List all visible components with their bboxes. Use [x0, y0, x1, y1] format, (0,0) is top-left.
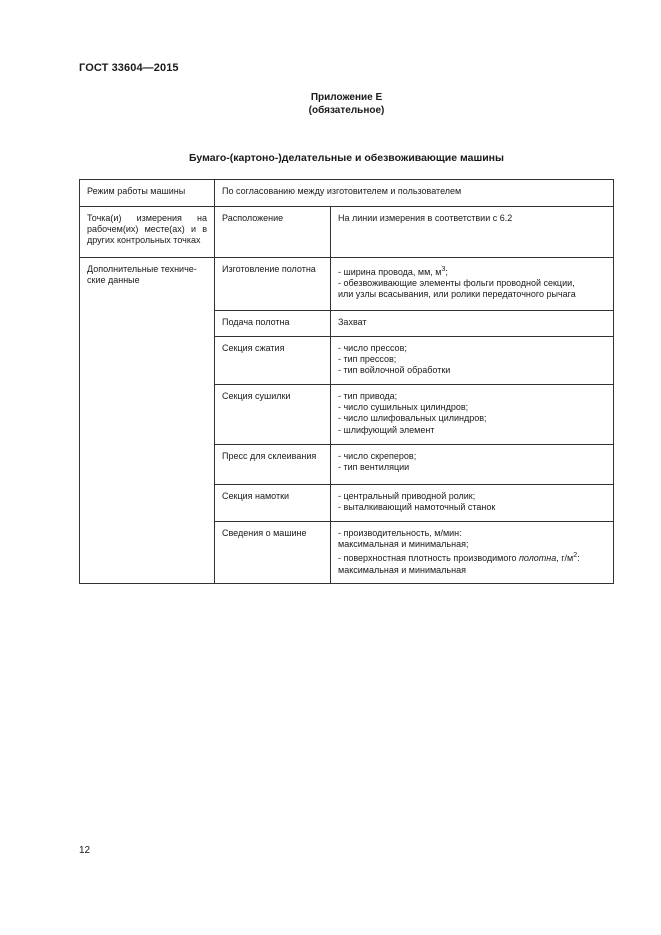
section-details: - центральный приводной ролик; - выталкивающий намоточный станок [331, 485, 614, 522]
row-label-measurement-points: Точка(и) измерения на рабочем(их) месте(ах) и в других контрольных точках [80, 207, 215, 258]
section-details: - число скреперов; - тип вентиляции [331, 445, 614, 485]
row-label-operating-mode: Режим работы машины [80, 180, 215, 207]
section-details: - тип привода; - число сушильных цилиндров; - число шлифовальных цилиндров; - шлифующий элемент [331, 385, 614, 445]
row-value-location: На линии измерения в соответствии с 6.2 [331, 207, 614, 258]
section-details: Захват [331, 311, 614, 337]
table-row [80, 207, 614, 258]
section-name: Сведения о машине [215, 522, 331, 584]
section-details: - производительность, м/мин: максимальная и минимальная; - поверхностная плотность производимого полотна, $г/м^2$: максимальная и минимальная [331, 522, 614, 584]
section-name: Пресс для склеивания [215, 445, 331, 485]
row-value-operating-mode: По согласованию между изготовителем и пользователем [215, 180, 614, 207]
table-row [80, 180, 614, 207]
annex-heading [0, 92, 661, 117]
section-name: Секция намотки [215, 485, 331, 522]
section-details: - ширина провода, мм, $м^3$; - обезвоживающие элементы фольги проводной секции, или узлы всасывания, или ролики передаточного рычага [331, 258, 614, 311]
table-title: Бумаго-(картоно-)делательные и обезвоживающие машины [189, 152, 504, 164]
section-name: Секция сжатия [215, 337, 331, 385]
machine-spec-table [79, 179, 614, 584]
row-sublabel-location: Расположение [215, 207, 331, 258]
page-number: 12 [79, 845, 91, 856]
section-name: Подача полотна [215, 311, 331, 337]
standard-id: ГОСТ 33604—2015 [79, 62, 179, 74]
annex-title: Приложение Е [310, 92, 383, 103]
section-details: - число прессов; - тип прессов; - тип войлочной обработки [331, 337, 614, 385]
annex-status: (обязательное) [308, 104, 385, 116]
row-label-additional-data: Дополнительные техниче-ские данные [80, 258, 215, 584]
table-row [80, 258, 614, 311]
section-name: Изготовление полотна [215, 258, 331, 311]
section-name: Секция сушилки [215, 385, 331, 445]
